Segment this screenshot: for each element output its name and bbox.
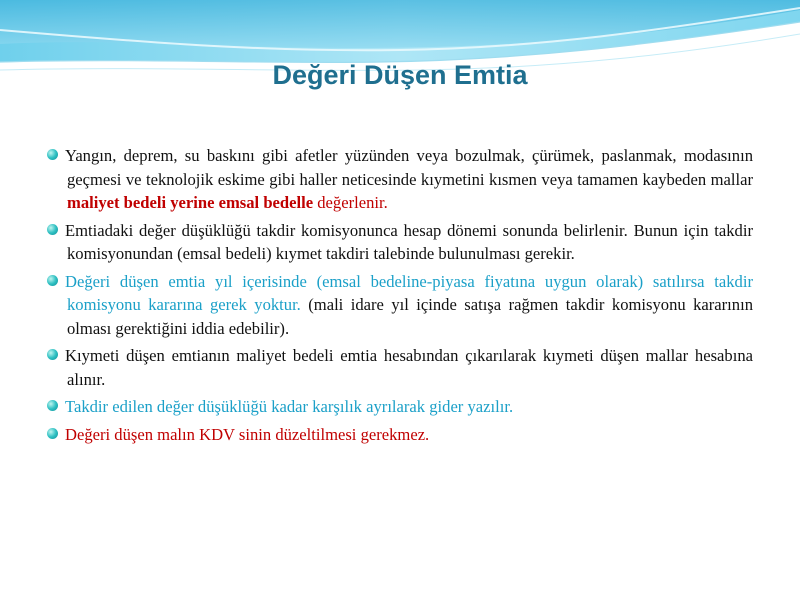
bullet-text: Kıymeti düşen emtianın maliyet bedeli emtia hesabından çıkarılarak kıymeti düşen mallar hesabına alınır. — [65, 346, 753, 389]
bullet-item — [47, 219, 753, 266]
bullet-item — [47, 144, 753, 215]
bullet-text: Emtiadaki değer düşüklüğü takdir komisyonunca hesap dönemi sonunda belirlenir. Bunun için takdir komisyonundan (emsal bedeli) kıymet takdiri talebinde bulunulması gerekir. — [65, 220, 753, 263]
bullet-text: Yangın, deprem, su baskını gibi afetler yüzünden veya bozulmak, çürümek, paslanmak, modasının geçmesi ve teknolojik eskime gibi haller neticesinde kıymetini kısmen veya tamamen kaybeden mallar — [65, 146, 753, 189]
bullet-text-red: Değeri düşen malın KDV sinin düzeltilmesi gerekmez. — [65, 424, 430, 444]
bullet-item — [47, 395, 753, 419]
bullet-item — [47, 423, 753, 447]
bullet-icon — [47, 275, 58, 286]
bullet-icon — [47, 428, 58, 439]
bullet-text: (mali idare yıl içinde satışa rağmen takdir komisyonu kararının olması gerektiğini iddia edebilir). — [67, 295, 753, 338]
bullet-icon — [47, 349, 58, 360]
slide-title: Değeri Düşen Emtia — [272, 60, 528, 90]
bullet-text-blue: Takdir edilen değer düşüklüğü kadar karşılık ayrılarak gider yazılır. — [65, 397, 514, 416]
bullet-list — [47, 144, 753, 450]
bullet-icon — [47, 224, 58, 235]
bullet-text-blue: Değeri düşen emtia yıl içerisinde (emsal bedeline-piyasa fiyatına uygun olarak) satılırsa takdir komisyonu kararına gerek yoktur. — [65, 271, 753, 314]
bullet-text-red: değerlenir. — [313, 193, 388, 212]
bullet-item — [47, 344, 753, 391]
bullet-highlight: maliyet bedeli yerine emsal bedelle — [67, 193, 314, 212]
bullet-icon — [47, 149, 58, 160]
bullet-item — [47, 270, 753, 341]
bullet-icon — [47, 400, 58, 411]
